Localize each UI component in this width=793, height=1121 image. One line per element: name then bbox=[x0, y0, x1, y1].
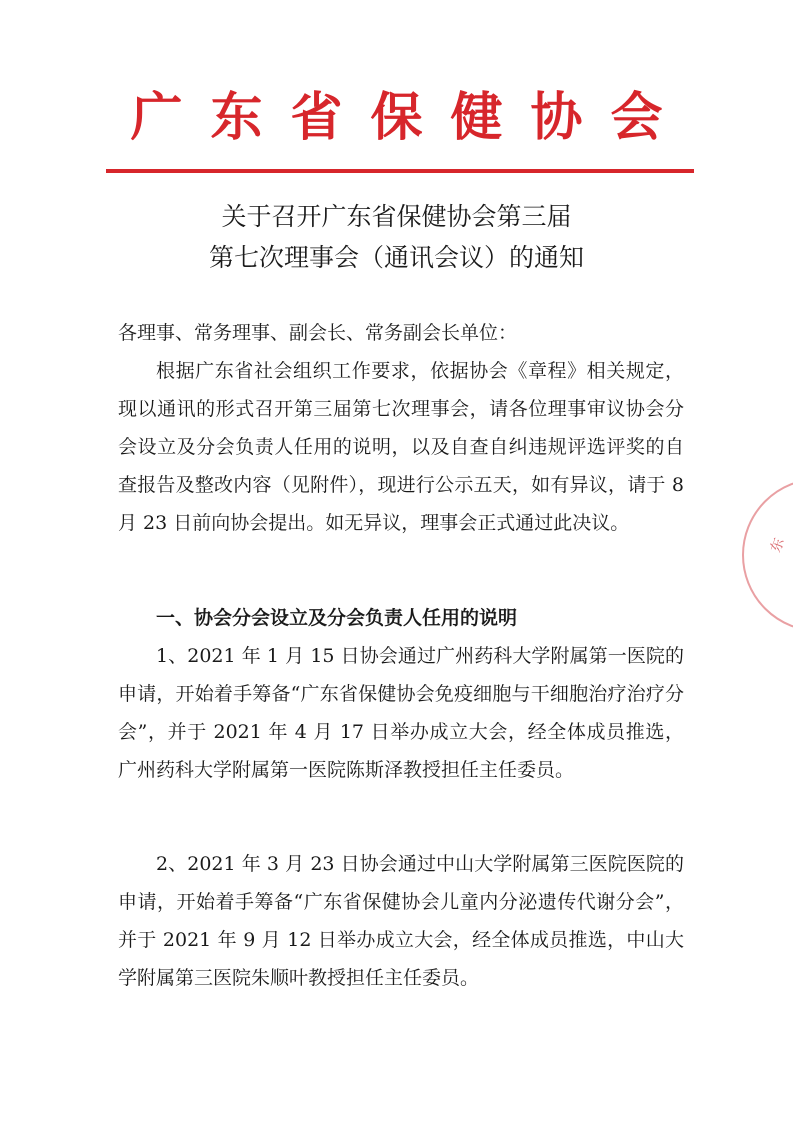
official-seal bbox=[742, 478, 793, 632]
list-item-2: 2、2021 年 3 月 23 日协会通过中山大学附属第三医院医院的申请，开始着手筹备“广东省保健协会儿童内分泌遗传代谢分会”，并于 2021 年 9 月 12 日举办成立大会，经全体成员推选，中山大学附属第三医院朱顺叶教授担任主任委员。 bbox=[118, 853, 684, 989]
notice-title-line-1: 关于召开广东省保健协会第三届 bbox=[221, 202, 572, 231]
paragraph-intro: 根据广东省社会组织工作要求，依据协会《章程》相关规定，现以通讯的形式召开第三届第七次理事会，请各位理事审议协会分会设立及分会负责人任用的说明，以及自查自纠违规评选评奖的自查报告及整改内容（见附件），现进行公示五天，如有异议，请于 8 月 23 日前向协会提出。如无异议，理事会正式通过此决议。 bbox=[118, 360, 684, 534]
section-heading-1: 一、协会分会设立及分会负责人任用的说明 bbox=[156, 607, 518, 629]
seal-character: 东 bbox=[768, 536, 788, 555]
letterhead-red-rule bbox=[106, 169, 694, 173]
list-item-1: 1、2021 年 1 月 15 日协会通过广州药科大学附属第一医院的申请，开始着手筹备“广东省保健协会免疫细胞与干细胞治疗治疗分会”，并于 2021 年 4 月 17 日举办成立大会，经全体成员推选，广州药科大学附属第一医院陈斯泽教授担任主任委员。 bbox=[118, 645, 684, 781]
salutation: 各理事、常务理事、副会长、常务副会长单位： bbox=[118, 322, 518, 344]
notice-title-line-2: 第七次理事会（通讯会议）的通知 bbox=[208, 243, 584, 272]
letterhead-org-name: 广东省保健协会 bbox=[130, 87, 691, 148]
